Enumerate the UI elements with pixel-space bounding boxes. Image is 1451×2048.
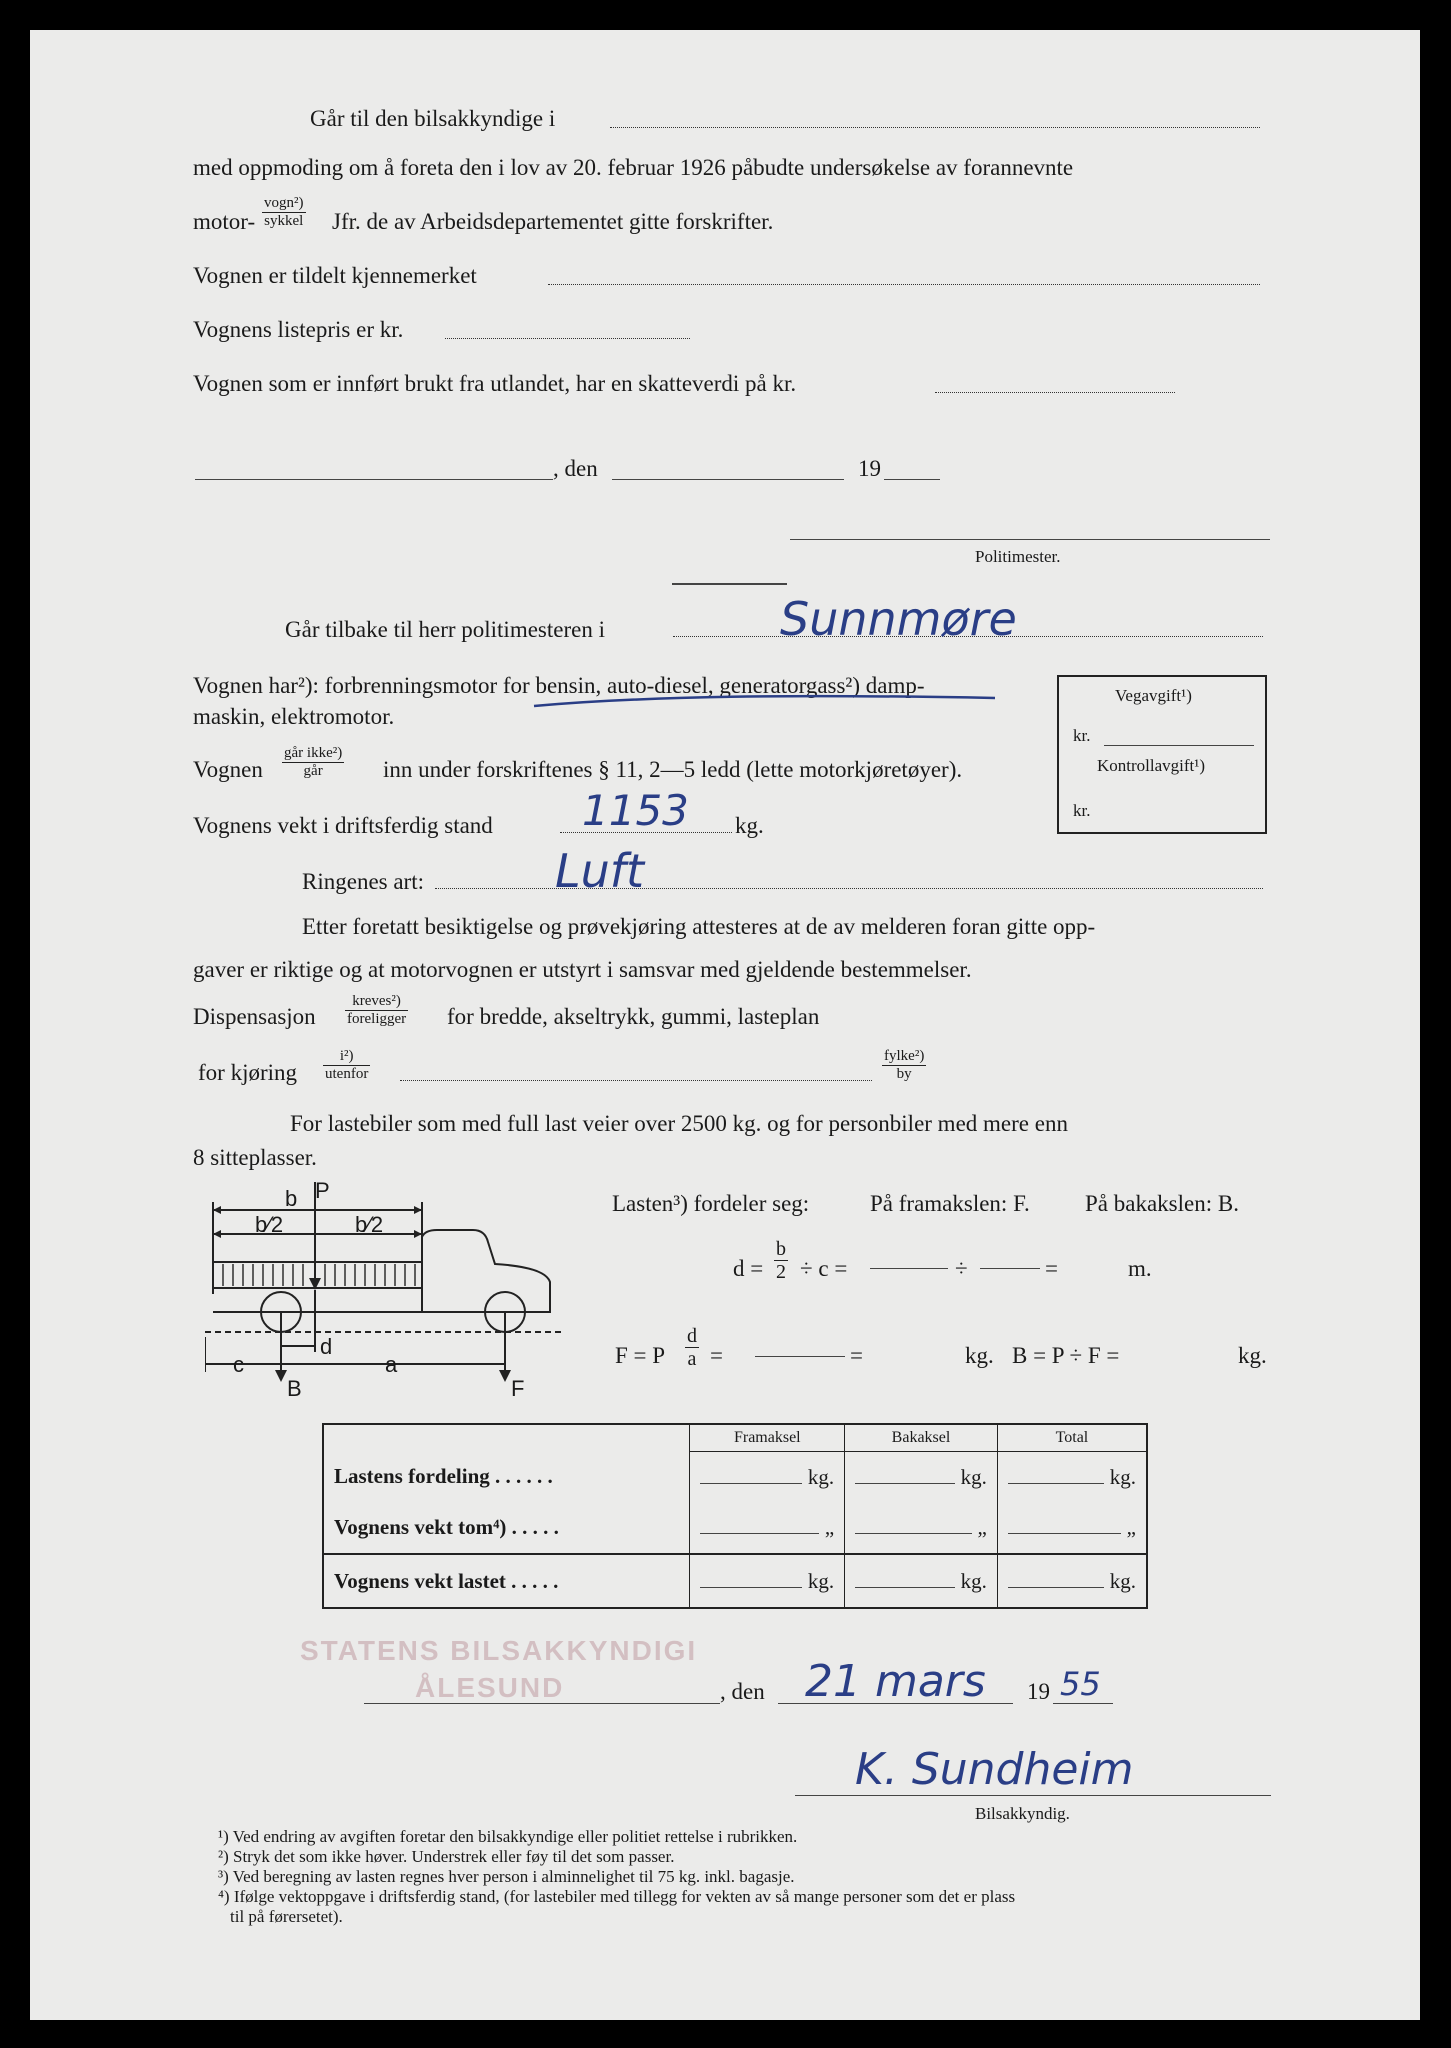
- formula-eq: =: [1045, 1256, 1058, 1281]
- handwriting-tires: Luft: [555, 844, 645, 898]
- label-kr-vegavgift: kr.: [1073, 726, 1091, 745]
- label-kontrollavgift: Kontrollavgift¹): [1097, 756, 1206, 775]
- label-framakslen: På framakslen: F.: [870, 1191, 1030, 1216]
- line-dispensasjon-prefix: Dispensasjon: [193, 1004, 316, 1029]
- label-vegavgift: Vegavgift¹): [1115, 686, 1192, 705]
- fraction-i-utenfor: i²) utenfor: [325, 1048, 369, 1082]
- signature-line-politimester[interactable]: [790, 539, 1270, 540]
- label-kr-kontrollavgift: kr.: [1073, 801, 1091, 820]
- field-d-value-2[interactable]: [980, 1268, 1040, 1269]
- field-kjoring-area[interactable]: [400, 1080, 872, 1081]
- field-place-2[interactable]: [364, 1703, 720, 1704]
- handwriting-date: 21 mars: [805, 1656, 986, 1707]
- line-motortype-cont: maskin, elektromotor.: [193, 704, 395, 729]
- field-listepris[interactable]: [445, 338, 690, 339]
- label-vekt-kg: kg.: [735, 813, 764, 838]
- handwriting-year: 55: [1060, 1665, 1101, 1703]
- header-total: Total: [997, 1424, 1147, 1452]
- field-d-value-1[interactable]: [870, 1268, 948, 1269]
- cell-framaksel[interactable]: kg.: [700, 1465, 834, 1490]
- formula-kg-2: kg.: [1238, 1343, 1267, 1368]
- table-row: Vognens vekt tom⁴) . . . . . „ „ „: [323, 1502, 1147, 1554]
- diagram-label-F: F: [511, 1376, 525, 1401]
- formula-div: ÷: [955, 1256, 968, 1281]
- line-kjoring-prefix: for kjøring: [198, 1060, 298, 1085]
- footnote-4-cont: til på førersetet).: [230, 1907, 343, 1926]
- label-lasten: Lasten³) fordeler seg:: [612, 1191, 810, 1216]
- header-framaksel: Framaksel: [690, 1424, 845, 1452]
- handwriting-signature: K. Sundheim: [855, 1744, 1134, 1795]
- formula-eq-2: =: [710, 1343, 723, 1368]
- diagram-label-b: b: [285, 1186, 298, 1211]
- handwriting-place: Sunnmøre: [780, 592, 1017, 646]
- diagram-label-P: P: [315, 1178, 330, 1203]
- footnote-4: ⁴) Ifølge vektoppgave i driftsferdig stand, (for lastebiler med tillegg for vekten av så mange personer som det er plass: [218, 1887, 1016, 1906]
- line-bilsakkyndige: Går til den bilsakkyndige i: [310, 106, 556, 131]
- line-motortype: Vognen har²): forbrenningsmotor for bensin, auto-diesel, generatorgass²) damp-: [193, 673, 925, 698]
- header-bakaksel: Bakaksel: [845, 1424, 998, 1452]
- fraction-d-over-a: $\frac{d}{a}$: [687, 1325, 697, 1370]
- field-year-2[interactable]: [1053, 1703, 1113, 1704]
- field-kjennemerket[interactable]: [548, 284, 1260, 285]
- diagram-label-b-half-2: b⁄2: [355, 1212, 384, 1237]
- stamp-line-1: STATENS BILSAKKYNDIGI: [300, 1635, 698, 1666]
- label-bakakslen: På bakakslen: B.: [1085, 1191, 1239, 1216]
- formula-B: B = P ÷ F =: [1012, 1343, 1120, 1368]
- line-oppmoding: med oppmoding om å foreta den i lov av 20. februar 1926 påbudte undersøkelse av forannevnte: [193, 155, 1074, 180]
- fraction-b-over-2: $\frac{b}{2}$: [776, 1238, 786, 1283]
- diagram-label-a: a: [385, 1352, 398, 1377]
- stamp-line-2: ÅLESUND: [415, 1672, 565, 1703]
- field-date-1[interactable]: [612, 479, 844, 480]
- line-ringenes-art: Ringenes art:: [302, 869, 424, 894]
- line-attesteres: Etter foretatt besiktigelse og prøvekjøring attesteres at de av melderen foran gitte opp-: [302, 914, 1096, 939]
- cell-bakaksel[interactable]: kg.: [855, 1465, 987, 1490]
- diagram-label-B: B: [287, 1376, 302, 1401]
- cell-bakaksel[interactable]: „: [855, 1515, 987, 1540]
- line-forskriftenes: inn under forskriftenes § 11, 2—5 ledd (lette motorkjøretøyer).: [383, 757, 963, 782]
- divider: [672, 583, 787, 585]
- label-year-2: 19: [1027, 1679, 1050, 1704]
- formula-minus-c: ÷ c =: [800, 1256, 848, 1281]
- footnote-1: ¹) Ved endring av avgiften foretar den bilsakkyndige eller politiet rettelse i rubrikken.: [218, 1827, 798, 1846]
- table-row: Vognens vekt lastet . . . . . kg. kg. kg.: [323, 1554, 1147, 1608]
- field-place-1[interactable]: [195, 479, 553, 480]
- diagram-label-b-half-1: b⁄2: [255, 1212, 284, 1237]
- line-politimesteren: Går tilbake til herr politimesteren i: [285, 617, 605, 642]
- formula-F-eq-P: F = P: [615, 1343, 666, 1368]
- cell-total[interactable]: kg.: [1008, 1465, 1136, 1490]
- cell-total[interactable]: kg.: [1008, 1569, 1136, 1594]
- handwriting-weight: 1153: [582, 786, 689, 835]
- field-vegavgift[interactable]: [1104, 745, 1254, 746]
- cell-bakaksel[interactable]: kg.: [855, 1569, 987, 1594]
- axle-load-table: [322, 1423, 1148, 1609]
- line-vognen-prefix: Vognen: [193, 757, 263, 782]
- field-skatteverdi[interactable]: [935, 392, 1175, 393]
- cell-framaksel[interactable]: „: [700, 1515, 834, 1540]
- line-dispensasjon-text: for bredde, akseltrykk, gummi, lasteplan: [447, 1004, 820, 1029]
- fee-box: [1057, 675, 1267, 834]
- label-den-2: , den: [720, 1679, 765, 1704]
- fraction-kreves-foreligger: kreves²) foreligger: [347, 993, 407, 1027]
- footnote-3: ³) Ved beregning av lasten regnes hver person i alminnelighet til 75 kg. inkl. bagasje.: [218, 1867, 795, 1886]
- formula-m: m.: [1128, 1256, 1152, 1281]
- label-politimester: Politimester.: [975, 547, 1061, 566]
- cell-framaksel[interactable]: kg.: [700, 1569, 834, 1594]
- line-vekt-driftsferdig: Vognens vekt i driftsferdig stand: [193, 813, 493, 838]
- diagram-label-c: c: [233, 1352, 244, 1377]
- fraction-vogn-sykkel: vogn²) sykkel: [264, 195, 304, 229]
- label-year-1: 19: [858, 456, 881, 481]
- formula-d-eq: d =: [733, 1256, 764, 1281]
- line-sitteplasser: 8 sitteplasser.: [193, 1145, 317, 1170]
- cell-total[interactable]: „: [1008, 1515, 1136, 1540]
- line-motor-prefix: motor-: [193, 209, 256, 234]
- line-skatteverdi: Vognen som er innført brukt fra utlandet, har en skatteverdi på kr.: [193, 371, 797, 396]
- line-lastebiler: For lastebiler som med full last veier over 2500 kg. og for personbiler med mere enn: [290, 1111, 1068, 1136]
- underline-bensin-stroke: [530, 688, 1000, 712]
- label-bilsakkyndig: Bilsakkyndig.: [975, 1804, 1070, 1823]
- line-kjennemerket: Vognen er tildelt kjennemerket: [193, 263, 477, 288]
- line-forskrifter: Jfr. de av Arbeidsdepartementet gitte forskrifter.: [332, 209, 774, 234]
- fraction-gaar-ikke: går ikke²) går: [284, 745, 343, 779]
- table-row: Lastens fordeling . . . . . . kg. kg. kg.: [323, 1452, 1147, 1503]
- diagram-label-d: d: [320, 1334, 333, 1359]
- field-bilsakkyndige-place[interactable]: [610, 127, 1260, 128]
- line-listepris: Vognens listepris er kr.: [193, 317, 404, 342]
- field-F-value[interactable]: [755, 1356, 845, 1357]
- signature-line-bilsakkyndig[interactable]: [795, 1795, 1271, 1796]
- fraction-fylke-by: fylke²) by: [884, 1048, 925, 1082]
- footnote-2: ²) Stryk det som ikke høver. Understrek eller føy til det som passer.: [218, 1847, 675, 1866]
- field-year-1[interactable]: [884, 479, 940, 480]
- label-den-1: , den: [553, 456, 598, 481]
- line-samsvar: gaver er riktige og at motorvognen er utstyrt i samsvar med gjeldende bestemmelser.: [193, 957, 972, 982]
- formula-kg-1: kg.: [965, 1343, 994, 1368]
- load-distribution-diagram: [205, 1172, 575, 1402]
- formula-eq-3: =: [850, 1343, 863, 1368]
